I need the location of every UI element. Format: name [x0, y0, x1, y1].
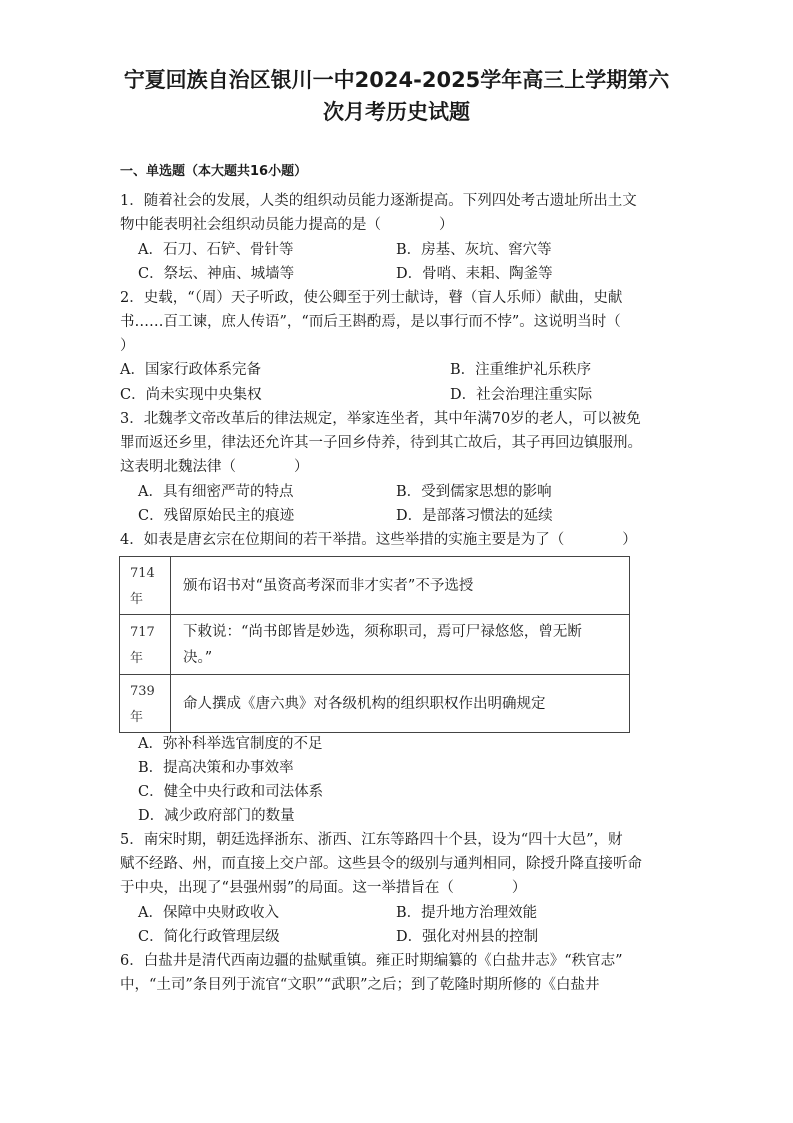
q1-stem-line-2: 物中能表明社会组织动员能力提高的是（ ） [120, 217, 454, 233]
q2-option-d: D．社会治理注重实际 [450, 387, 593, 403]
cell-text-line: 决。” [183, 649, 213, 666]
year-unit: 年 [130, 651, 144, 666]
cell-text-line: 命人撰成《唐六典》对各级机构的组织职权作出明确规定 [183, 695, 546, 712]
cell-text-line: 颁布诏书对“虽资高考深而非才实者”不予选授 [183, 577, 474, 594]
q1-option-a: A．石刀、石铲、骨针等 [138, 242, 294, 258]
year-unit: 年 [130, 592, 144, 607]
q2-option-c: C．尚未实现中央集权 [120, 387, 262, 403]
year-number: 714 [130, 566, 155, 581]
q6-stem-line-2: 中，“土司”条目列于流官“文职”“武职”之后；到了乾隆时期所修的《白盐井 [120, 977, 600, 993]
table-year-cell [120, 557, 171, 615]
table-text-cell [171, 615, 630, 675]
year-number: 717 [130, 625, 155, 640]
q6-stem-line-1: 6．白盐井是清代西南边疆的盐赋重镇。雍正时期编纂的《白盐井志》“秩官志” [120, 953, 623, 969]
q5-stem-line-2: 赋不经路、州，而直接上交户部。这些县令的级别与通判相同，除授升降直接听命 [120, 856, 642, 872]
q5-option-b: B．提升地方治理效能 [396, 905, 538, 921]
title-line-1: 宁夏回族自治区银川一中2024-2025学年高三上学期第六 [123, 68, 670, 92]
year-unit: 年 [130, 710, 144, 725]
table-text-cell [171, 675, 630, 733]
table-row [120, 675, 630, 733]
q3-option-b: B．受到儒家思想的影响 [396, 484, 552, 500]
q1-stem-line-1: 1．随着社会的发展，人类的组织动员能力逐渐提高。下列四处考古遗址所出土文 [120, 193, 637, 209]
q1-option-c: C．祭坛、神庙、城墙等 [138, 266, 295, 282]
table-year-cell [120, 615, 171, 675]
page-title [0, 64, 793, 128]
section-heading: 一、单选题（本大题共16小题） [120, 164, 308, 179]
q4-option-c: C．健全中央行政和司法体系 [138, 784, 324, 800]
cell-text-line: 下敕说：“尚书郎皆是妙选，须称职司，焉可尸禄悠悠，曾无断 [183, 623, 582, 640]
q1-option-d: D．骨哨、耒耜、陶釜等 [396, 266, 553, 282]
table-row [120, 615, 630, 675]
q2-stem-line-3: ） [120, 338, 135, 354]
q3-option-a: A．具有细密严苛的特点 [138, 484, 294, 500]
q2-stem-line-1: 2．史载，“（周）天子听政，使公卿至于列士献诗，瞽（盲人乐师）献曲，史献 [120, 290, 623, 306]
q2-option-a: A．国家行政体系完备 [120, 362, 261, 378]
table-row [120, 557, 630, 615]
q3-stem-line-3: 这表明北魏法律（ ） [120, 459, 309, 475]
title-line-2: 次月考历史试题 [323, 100, 470, 124]
q4-stem-line-1: 4．如表是唐玄宗在位期间的若干举措。这些举措的实施主要是为了（ ） [120, 532, 637, 548]
q2-option-b: B．注重维护礼乐秩序 [450, 362, 592, 378]
q4-option-d: D．减少政府部门的数量 [138, 808, 295, 824]
q5-option-d: D．强化对州县的控制 [396, 929, 539, 945]
q3-option-c: C．残留原始民主的痕迹 [138, 508, 295, 524]
q1-option-b: B．房基、灰坑、窖穴等 [396, 242, 552, 258]
q4-option-a: A．弥补科举选官制度的不足 [138, 736, 323, 752]
q3-stem-line-1: 3．北魏孝文帝改革后的律法规定，举家连坐者，其中年满70岁的老人，可以被免 [120, 411, 641, 427]
measures-table [119, 556, 630, 733]
table-text-cell [171, 557, 630, 615]
q3-stem-line-2: 罪而返还乡里，律法还允许其一子回乡侍养，待到其亡故后，其子再回边镇服刑。 [120, 435, 642, 451]
table-year-cell [120, 675, 171, 733]
q5-stem-line-1: 5．南宋时期，朝廷选择浙东、浙西、江东等路四十个县，设为“四十大邑”，财 [120, 832, 623, 848]
q3-option-d: D．是部落习惯法的延续 [396, 508, 553, 524]
q5-option-a: A．保障中央财政收入 [138, 905, 279, 921]
q4-option-b: B．提高决策和办事效率 [138, 760, 294, 776]
q5-option-c: C．简化行政管理层级 [138, 929, 280, 945]
year-number: 739 [130, 684, 155, 699]
q5-stem-line-3: 于中央，出现了“县强州弱”的局面。这一举措旨在（ ） [120, 880, 527, 896]
q2-stem-line-2: 书……百工谏，庶人传语”，“而后王斟酌焉，是以事行而不悖”。这说明当时（ [120, 314, 621, 330]
